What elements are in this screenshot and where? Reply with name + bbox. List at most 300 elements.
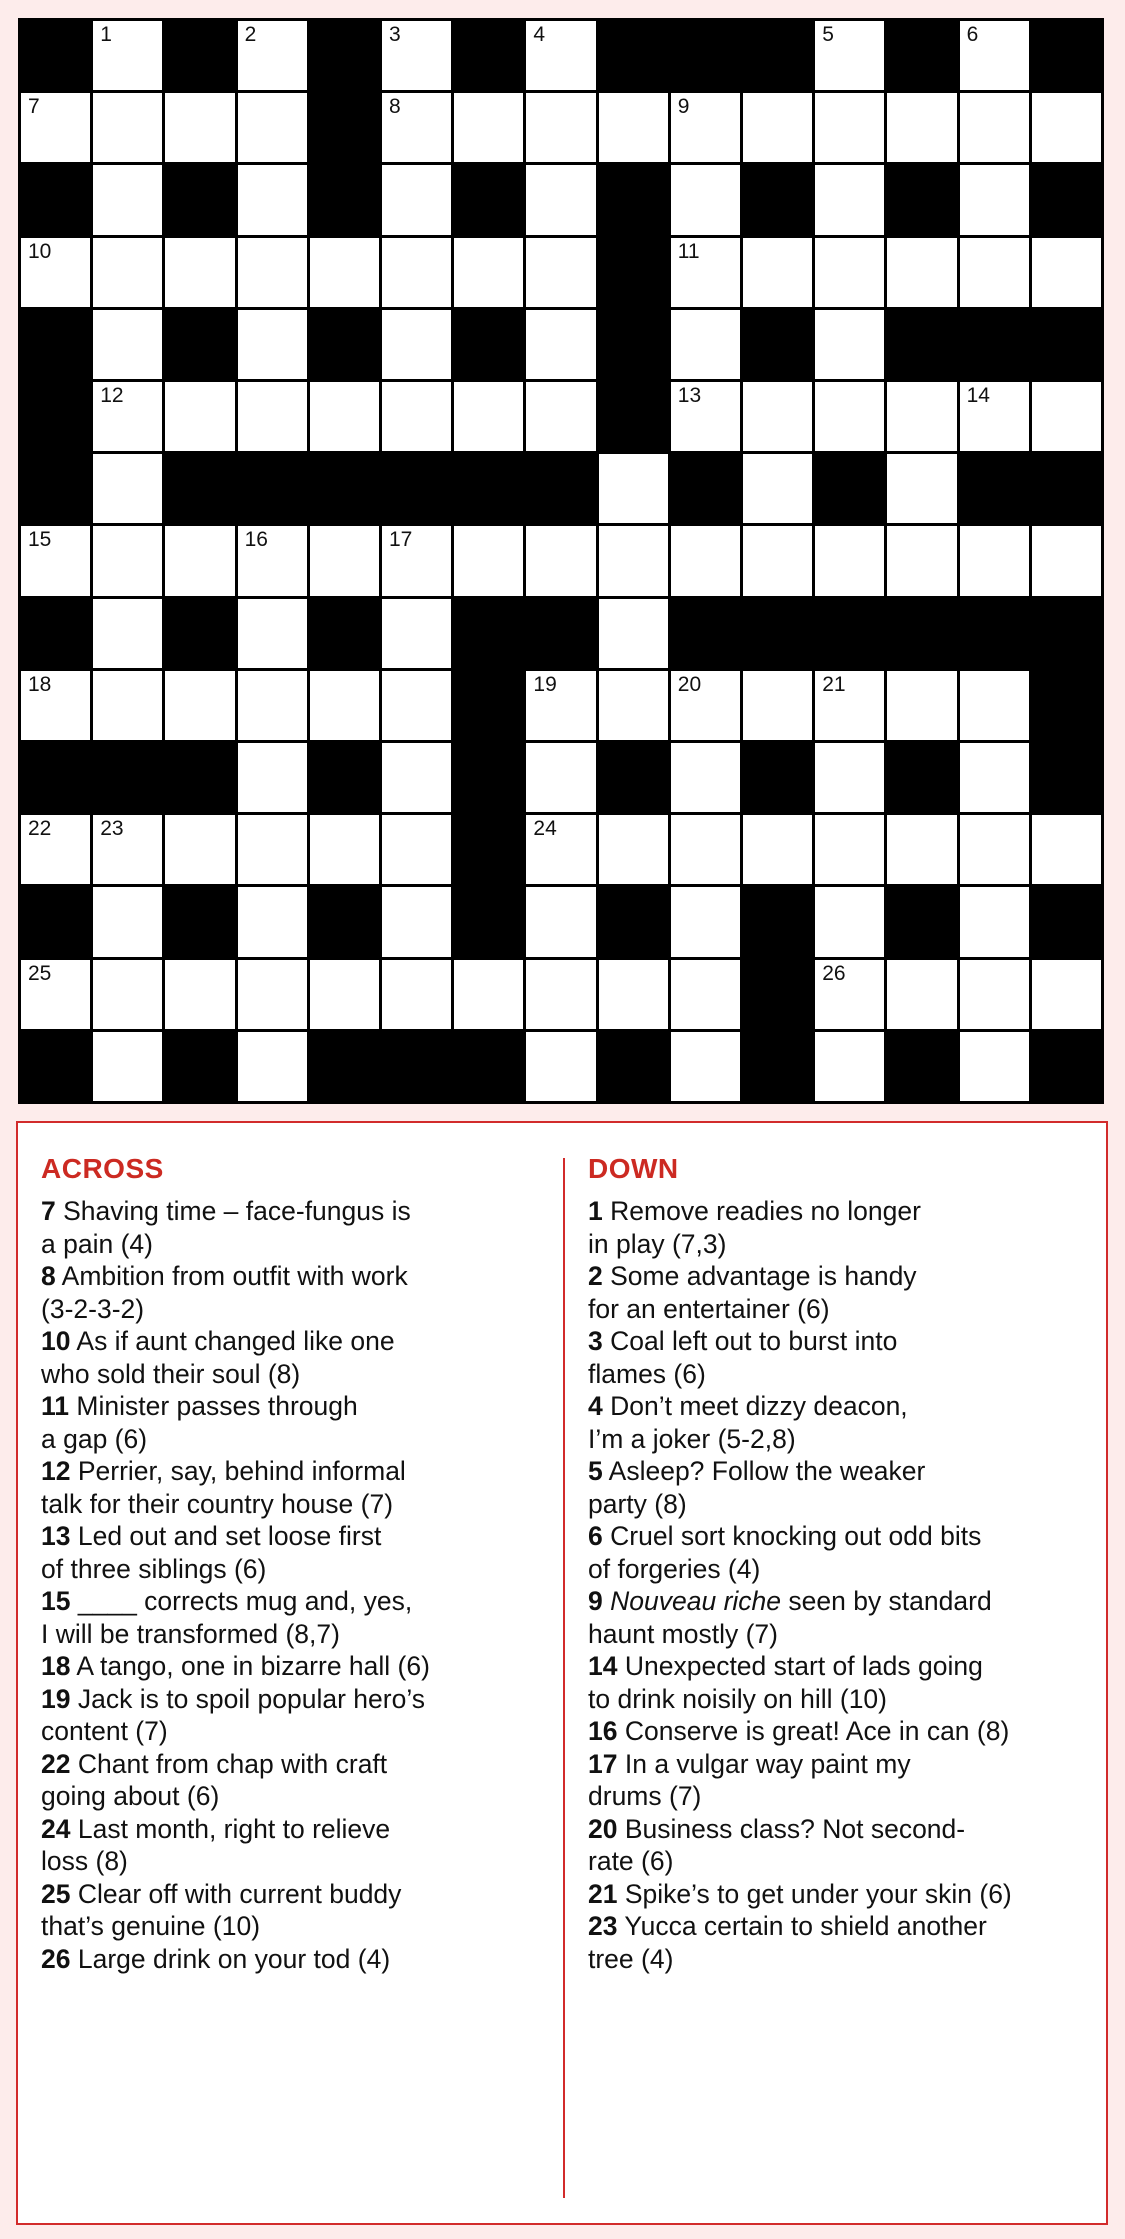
grid-cell[interactable] [310,526,379,595]
grid-cell[interactable] [526,310,595,379]
clue-number: 21 [588,1878,618,1909]
grid-cell[interactable] [1032,238,1101,307]
grid-cell[interactable] [526,1032,595,1101]
grid-cell[interactable] [1032,93,1101,162]
clue-number: 23 [588,1911,618,1941]
grid-cell[interactable] [93,960,162,1029]
grid-cell-black [599,238,668,307]
across-clue [41,1748,551,1813]
grid-cell[interactable] [526,960,595,1029]
clue-text: Perrier, say, behind informal talk for their country house (7) [41,1456,406,1519]
across-clue-list [41,1195,551,1975]
grid-cell[interactable] [599,526,668,595]
grid-cell[interactable] [671,815,740,884]
grid-cell[interactable] [887,382,956,451]
grid-cell-black [960,599,1029,668]
clue-text: As if aunt changed like one who sold their soul (8) [41,1326,395,1389]
grid-cell[interactable] [815,21,884,90]
grid-cell[interactable] [21,93,90,162]
grid-cell[interactable] [1032,815,1101,884]
grid-cell[interactable] [671,93,740,162]
grid-cell[interactable] [454,526,523,595]
clue-number: 25 [28,961,52,985]
clue-text: Conserve is great! Ace in can (8) [624,1716,1010,1746]
grid-cell-black [815,599,884,668]
grid-cell-black [599,382,668,451]
grid-cell[interactable] [238,1032,307,1101]
down-column [588,1153,1098,1975]
grid-cell[interactable] [526,526,595,595]
grid-cell[interactable] [743,526,812,595]
grid-cell[interactable] [671,887,740,956]
clue-number: 19 [533,672,557,696]
grid-cell[interactable] [599,671,668,740]
clue-text: A tango, one in bizarre hall (6) [76,1651,430,1681]
grid-cell[interactable] [815,526,884,595]
clue-number: 4 [588,1391,603,1421]
grid-cell[interactable] [1032,526,1101,595]
grid-cell-black [454,165,523,234]
grid-cell[interactable] [815,743,884,812]
grid-cell[interactable] [93,93,162,162]
grid-cell-black [960,454,1029,523]
clue-text: Clear off with current buddy that’s genuine (10) [41,1878,402,1941]
clue-text: In a vulgar way paint my drums (7) [588,1748,911,1811]
grid-cell[interactable] [960,93,1029,162]
grid-cell[interactable] [310,671,379,740]
grid-cell[interactable] [165,671,234,740]
grid-cell-black [671,454,740,523]
across-clue [41,1585,551,1650]
grid-cell-black [1032,454,1101,523]
clue-text: Remove readies no longer in play (7,3) [588,1196,921,1259]
grid-cell[interactable] [815,815,884,884]
grid-cell-black [382,454,451,523]
grid-cell[interactable] [671,310,740,379]
grid-cell[interactable] [165,93,234,162]
grid-cell-black [21,21,90,90]
grid-cell[interactable] [599,960,668,1029]
grid-cell[interactable] [599,815,668,884]
clue-text: Yucca certain to shield another tree (4) [588,1911,987,1974]
clue-number: 11 [677,239,700,263]
across-clue [41,1650,551,1683]
clue-text: Don’t meet dizzy deacon, I’m a joker (5-2,8) [588,1391,908,1454]
clue-text: seen by standard haunt mostly (7) [588,1586,992,1649]
clue-number: 9 [677,95,690,119]
clue-number: 23 [100,817,124,841]
grid-cell[interactable] [382,165,451,234]
grid-cell[interactable] [382,238,451,307]
grid-cell-black [21,165,90,234]
grid-cell[interactable] [960,526,1029,595]
grid-cell-black [310,21,379,90]
grid-cell-black [671,599,740,668]
clue-number: 26 [41,1943,71,1974]
grid-cell[interactable] [960,1032,1029,1101]
grid-cell-black [165,21,234,90]
grid-cell[interactable] [815,960,884,1029]
grid-cell[interactable] [382,21,451,90]
clue-number: 8 [41,1261,56,1291]
grid-cell-black [743,599,812,668]
across-clue [41,1260,551,1325]
grid-cell-black [743,1032,812,1101]
clue-number: 21 [822,672,846,696]
grid-cell[interactable] [165,238,234,307]
grid-cell[interactable] [238,382,307,451]
grid-cell[interactable] [599,599,668,668]
clue-text: Chant from chap with craft going about (6) [41,1748,388,1811]
grid-cell[interactable] [815,671,884,740]
clue-number: 4 [533,23,546,46]
down-clue [588,1748,1098,1813]
grid-cell[interactable] [93,887,162,956]
clue-text: Cruel sort knocking out odd bits of forgeries (4) [588,1521,982,1584]
down-clue [588,1455,1098,1520]
clue-number: 1 [588,1196,603,1226]
grid-cell[interactable] [1032,382,1101,451]
grid-cell[interactable] [93,1032,162,1101]
grid-cell[interactable] [743,815,812,884]
grid-cell[interactable] [526,743,595,812]
across-clue [41,1943,551,1976]
grid-cell-black [21,382,90,451]
grid-cell-black [165,743,234,812]
grid-cell-black [743,887,812,956]
grid-cell[interactable] [526,93,595,162]
grid-cell-black [1032,165,1101,234]
grid-cell[interactable] [743,454,812,523]
grid-cell-black [165,1032,234,1101]
grid-cell[interactable] [310,960,379,1029]
grid-cell[interactable] [382,310,451,379]
grid-cell-black [1032,21,1101,90]
grid-cell[interactable] [887,454,956,523]
grid-cell[interactable] [165,960,234,1029]
grid-cell[interactable] [815,382,884,451]
grid-cell[interactable] [93,310,162,379]
clue-number: 20 [677,672,702,696]
grid-cell-black [454,454,523,523]
grid-cell[interactable] [526,382,595,451]
down-clue [588,1878,1098,1911]
clue-number: 1 [100,23,112,46]
grid-cell[interactable] [671,960,740,1029]
grid-cell-black [599,743,668,812]
clue-number: 15 [41,1586,71,1616]
grid-cell[interactable] [382,599,451,668]
grid-cell[interactable] [238,887,307,956]
clue-number: 13 [41,1521,71,1551]
grid-cell[interactable] [526,238,595,307]
grid-cell[interactable] [671,238,740,307]
clue-number: 19 [41,1683,71,1714]
grid-cell[interactable] [671,526,740,595]
grid-cell[interactable] [238,526,307,595]
clue-text: ____ corrects mug and, yes, I will be transformed (8,7) [41,1586,413,1649]
down-clue [588,1715,1098,1748]
grid-cell[interactable] [815,887,884,956]
clue-number: 8 [388,95,401,119]
clue-number: 2 [588,1261,603,1291]
across-heading: ACROSS [41,1153,164,1184]
grid-cell[interactable] [743,671,812,740]
down-clue [588,1325,1098,1390]
grid-cell-black [165,599,234,668]
grid-cell-black [310,93,379,162]
clue-number: 3 [388,23,401,46]
grid-cell-black [454,21,523,90]
down-clue [588,1260,1098,1325]
grid-cell[interactable] [238,599,307,668]
clue-number: 17 [388,528,413,552]
clue-italic-text: Nouveau riche [610,1586,782,1616]
grid-cell[interactable] [382,526,451,595]
grid-cell-black [526,454,595,523]
grid-cell-black [454,1032,523,1101]
grid-cell-black [165,165,234,234]
grid-cell[interactable] [93,671,162,740]
grid-cell-black [310,599,379,668]
grid-cell-black [454,671,523,740]
grid-cell[interactable] [526,887,595,956]
grid-cell-black [310,165,379,234]
grid-cell-black [310,743,379,812]
grid-cell-black [382,1032,451,1101]
clue-number: 13 [677,383,702,407]
grid-cell[interactable] [960,671,1029,740]
grid-cell[interactable] [165,815,234,884]
grid-cell[interactable] [238,671,307,740]
grid-cell[interactable] [454,93,523,162]
grid-cell[interactable] [93,21,162,90]
clue-text: Coal left out to burst into flames (6) [588,1326,898,1389]
grid-cell-black [743,21,812,90]
grid-cell-black [1032,743,1101,812]
grid-cell[interactable] [599,454,668,523]
clue-number: 2 [244,23,257,46]
down-clue [588,1910,1098,1975]
grid-cell[interactable] [21,526,90,595]
grid-cell[interactable] [310,382,379,451]
across-clue [41,1455,551,1520]
grid-cell[interactable] [382,887,451,956]
grid-cell[interactable] [743,238,812,307]
grid-cell[interactable] [526,165,595,234]
grid-cell[interactable] [454,238,523,307]
column-divider [563,1158,565,2198]
grid-cell[interactable] [310,238,379,307]
grid-cell-black [887,743,956,812]
clue-text: Led out and set loose first of three siblings (6) [41,1521,382,1584]
grid-cell-black [21,454,90,523]
grid-cell-black [1032,887,1101,956]
grid-cell[interactable] [382,671,451,740]
clue-number: 12 [100,383,124,407]
clue-number: 18 [41,1651,71,1681]
grid-cell-black [21,743,90,812]
grid-cell[interactable] [815,1032,884,1101]
grid-cell-black [1032,599,1101,668]
clue-text: Some advantage is handy for an entertainer (6) [588,1261,917,1324]
grid-cell[interactable] [21,815,90,884]
grid-cell[interactable] [960,743,1029,812]
grid-cell[interactable] [960,815,1029,884]
grid-cell[interactable] [887,238,956,307]
grid-cell[interactable] [238,815,307,884]
grid-cell[interactable] [743,93,812,162]
grid-cell[interactable] [743,382,812,451]
grid-cell[interactable] [93,165,162,234]
grid-cell[interactable] [93,238,162,307]
clue-text: Jack is to spoil popular hero’s content (7) [41,1683,425,1746]
clue-number: 22 [41,1748,71,1779]
grid-cell[interactable] [93,526,162,595]
grid-cell[interactable] [93,382,162,451]
grid-cell[interactable] [382,382,451,451]
grid-cell[interactable] [526,815,595,884]
clue-number: 7 [41,1196,56,1226]
grid-cell[interactable] [21,960,90,1029]
clue-number: 18 [28,672,52,696]
clue-text: Large drink on your tod (4) [77,1943,391,1974]
down-clue [588,1520,1098,1585]
clue-number: 3 [588,1326,603,1356]
grid-cell-black [454,887,523,956]
grid-cell[interactable] [1032,960,1101,1029]
grid-cell[interactable] [671,743,740,812]
grid-cell-black [165,887,234,956]
grid-cell[interactable] [165,526,234,595]
down-clue [588,1650,1098,1715]
grid-cell[interactable] [526,21,595,90]
grid-cell[interactable] [238,743,307,812]
grid-cell[interactable] [815,165,884,234]
grid-cell[interactable] [454,960,523,1029]
grid-cell-black [165,454,234,523]
clue-number: 9 [588,1586,603,1616]
grid-cell[interactable] [960,21,1029,90]
grid-cell[interactable] [382,743,451,812]
clue-text: Minister passes through a gap (6) [41,1391,358,1454]
down-clue [588,1585,1098,1650]
grid-cell[interactable] [599,93,668,162]
grid-cell[interactable] [960,887,1029,956]
grid-cell-black [960,310,1029,379]
grid-cell-black [526,599,595,668]
grid-cell[interactable] [815,310,884,379]
grid-cell[interactable] [238,238,307,307]
grid-cell[interactable] [960,165,1029,234]
grid-cell[interactable] [671,165,740,234]
grid-cell[interactable] [960,382,1029,451]
across-clue [41,1878,551,1943]
grid-cell-black [743,310,812,379]
grid-cell-black [1032,671,1101,740]
grid-cell-black [21,599,90,668]
clue-number: 14 [588,1651,618,1681]
clue-number: 15 [28,528,52,552]
grid-cell[interactable] [21,238,90,307]
grid-cell[interactable] [526,671,595,740]
clue-number: 11 [41,1391,70,1421]
grid-cell-black [21,310,90,379]
grid-cell-black [21,887,90,956]
grid-cell[interactable] [887,93,956,162]
grid-cell[interactable] [93,454,162,523]
grid-cell[interactable] [238,960,307,1029]
clue-number: 16 [588,1716,618,1746]
grid-cell-black [454,815,523,884]
grid-cell[interactable] [165,382,234,451]
down-clue [588,1390,1098,1455]
grid-cell[interactable] [93,599,162,668]
grid-cell[interactable] [671,1032,740,1101]
grid-cell[interactable] [238,165,307,234]
grid-cell[interactable] [310,815,379,884]
grid-cell[interactable] [21,671,90,740]
grid-cell[interactable] [887,960,956,1029]
grid-cell[interactable] [382,93,451,162]
grid-cell-black [599,165,668,234]
grid-cell[interactable] [887,671,956,740]
grid-cell[interactable] [671,382,740,451]
grid-cell[interactable] [382,960,451,1029]
grid-cell-black [599,887,668,956]
grid-cell-black [599,310,668,379]
grid-cell[interactable] [93,815,162,884]
clue-number: 14 [966,383,990,407]
grid-cell[interactable] [238,310,307,379]
grid-cell-black [310,310,379,379]
grid-cell[interactable] [887,526,956,595]
grid-cell-black [887,599,956,668]
grid-cell-black [310,887,379,956]
clue-text: Business class? Not second- rate (6) [588,1813,966,1876]
clue-text: Shaving time – face-fungus is a pain (4) [41,1196,411,1259]
clue-text: Spike’s to get under your skin (6) [624,1878,1012,1909]
grid-cell[interactable] [960,238,1029,307]
clue-text: Unexpected start of lads going to drink noisily on hill (10) [588,1651,983,1714]
across-clue [41,1683,551,1748]
grid-cell[interactable] [671,671,740,740]
clue-number: 6 [966,23,979,46]
grid-cell[interactable] [815,238,884,307]
grid-cell-black [599,21,668,90]
grid-cell[interactable] [238,21,307,90]
clue-text: Ambition from outfit with work (3-2-3-2) [41,1261,408,1324]
grid-cell-black [21,1032,90,1101]
grid-cell[interactable] [454,382,523,451]
grid-cell-black [887,1032,956,1101]
grid-cell-black [887,165,956,234]
clue-number: 26 [822,961,846,985]
grid-cell-black [165,310,234,379]
crossword-grid [18,18,1104,1104]
clue-number: 10 [28,239,52,263]
clue-number: 5 [588,1456,603,1486]
down-clue [588,1195,1098,1260]
grid-cell-black [743,960,812,1029]
grid-cell[interactable] [960,960,1029,1029]
grid-cell[interactable] [382,815,451,884]
grid-cell[interactable] [238,93,307,162]
clues-panel [16,1121,1108,2225]
grid-cell[interactable] [815,93,884,162]
grid-cell-black [887,21,956,90]
grid-cell[interactable] [887,815,956,884]
